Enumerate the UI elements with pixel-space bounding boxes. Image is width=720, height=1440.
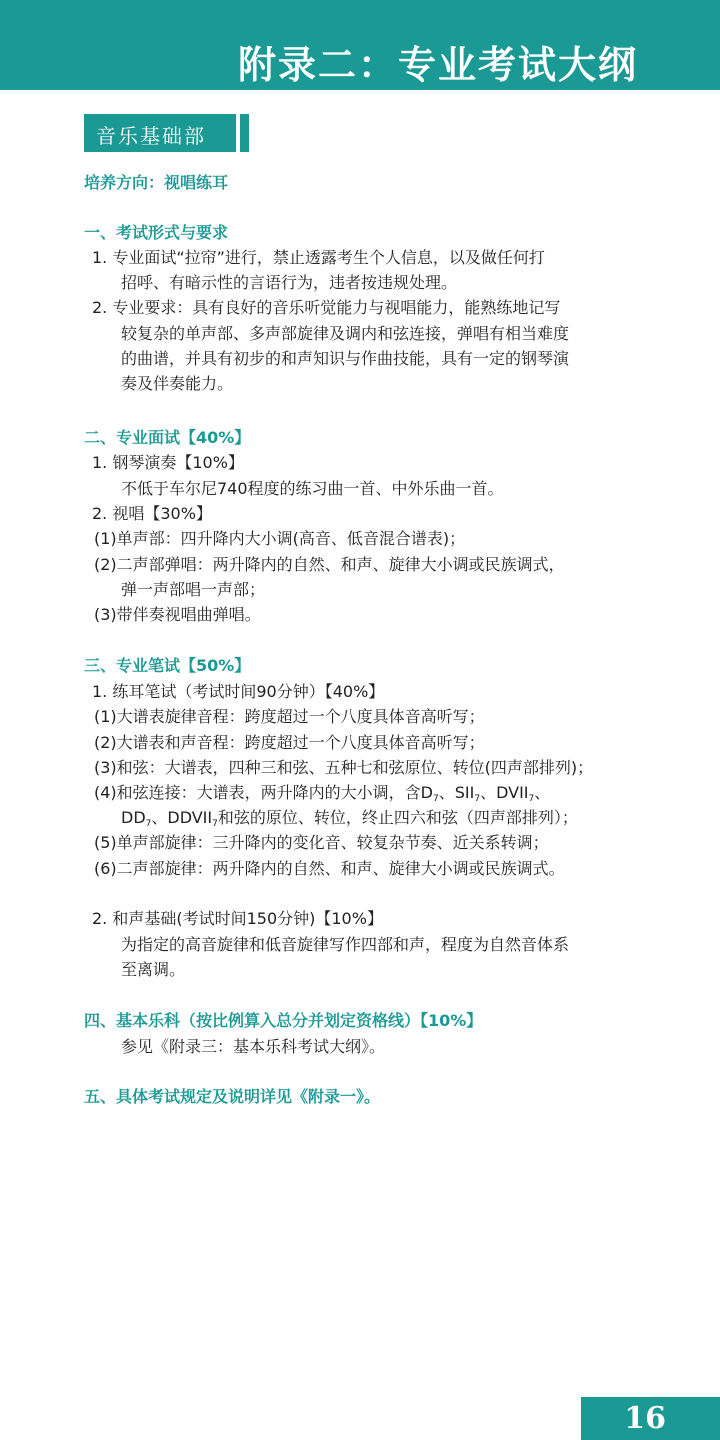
s3-line-5-part-d: 、 [534,783,551,802]
s3-line-5-part-a: (4)和弦连接：大谱表，两升降内的大小调，含D [94,783,433,802]
s1-line-5: 的曲谱，并具有初步的和声知识与作曲技能，具有一定的钢琴演 [121,349,570,368]
s3-line-9: 2. 和声基础(考试时间150分钟)【10%】 [92,909,383,928]
subscript-seven: 7 [528,794,535,804]
page-title: 附录二：专业考试大纲 [237,42,638,87]
s3-line-8: (6)二声部旋律：两升降内的自然、和声、旋律大小调或民族调式。 [94,859,565,878]
s2-line-4: (1)单声部：四升降内大小调(高音、低音混合谱表)； [94,529,466,548]
section-2-title: 二、专业面试【40%】 [84,428,251,447]
s3-line-5-part-b: 、SII [438,783,475,802]
s3-line-5-part-c: 、DVII [480,783,529,802]
s3-line-6-part-b: 、DDVII [151,808,213,827]
s3-line-4: (3)和弦：大谱表，四种三和弦、五种七和弦原位、转位(四声部排列)； [94,758,594,777]
section-1-title: 一、考试形式与要求 [84,223,229,242]
section-4-title: 四、基本乐科（按比例算入总分并划定资格线）【10%】 [84,1011,483,1030]
s2-line-7: (3)带伴奏视唱曲弹唱。 [94,605,261,624]
section-3-title: 三、专业笔试【50%】 [84,656,251,675]
header-bar [0,0,720,90]
s1-line-6: 奏及伴奏能力。 [121,374,234,393]
subscript-seven: 7 [433,794,439,804]
s2-line-2: 不低于车尔尼740程度的练习曲一首、中外乐曲一首。 [121,479,504,498]
s2-line-1: 1. 钢琴演奏【10%】 [92,453,244,472]
s3-line-10: 为指定的高音旋律和低音旋律写作四部和声，程度为自然音体系 [121,935,570,954]
s2-line-3: 2. 视唱【30%】 [92,504,212,523]
s4-line-1: 参见《附录三：基本乐科考试大纲》。 [121,1037,386,1056]
s3-line-3: (2)大谱表和声音程：跨度超过一个八度具体音高听写； [94,733,485,752]
s1-line-3: 2. 专业要求：具有良好的音乐听觉能力与视唱能力，能熟练地记写 [92,298,561,317]
s3-line-6 [121,806,578,830]
direction-heading: 培养方向：视唱练耳 [84,173,229,192]
section-badge [84,114,236,152]
s3-line-7: (5)单声部旋律：三升降内的变化音、较复杂节奏、近关系转调； [94,833,549,852]
s1-line-2: 招呼、有暗示性的言语行为，违者按违规处理。 [121,273,458,292]
s3-line-5 [94,781,550,805]
s2-line-5: (2)二声部弹唱：两升降内的自然、和声、旋律大小调或民族调式， [94,555,565,574]
s3-line-11: 至离调。 [121,960,186,979]
subscript-seven: 7 [212,819,218,829]
s3-line-1: 1. 练耳笔试（考试时间90分钟）【40%】 [92,682,385,701]
page-number: 16 [624,1401,666,1436]
subscript-seven: 7 [145,819,152,829]
page-number-tab [581,1397,720,1440]
s2-line-6: 弹一声部唱一声部； [121,580,266,599]
section-5-title: 五、具体考试规定及说明详见《附录一》。 [84,1087,381,1106]
section-label: 音乐基础部 [96,124,206,148]
s1-line-1: 1. 专业面试“拉帘”进行，禁止透露考生个人信息，以及做任何打 [92,248,545,267]
section-badge-accent [240,114,249,152]
s3-line-2: (1)大谱表旋律音程：跨度超过一个八度具体音高听写； [94,707,485,726]
s3-line-6-part-a: DD [121,808,146,827]
subscript-seven: 7 [474,794,481,804]
s1-line-4: 较复杂的单声部、多声部旋律及调内和弦连接，弹唱有相当难度 [121,324,570,343]
s3-line-6-part-c: 和弦的原位、转位，终止四六和弦（四声部排列）； [217,808,578,827]
